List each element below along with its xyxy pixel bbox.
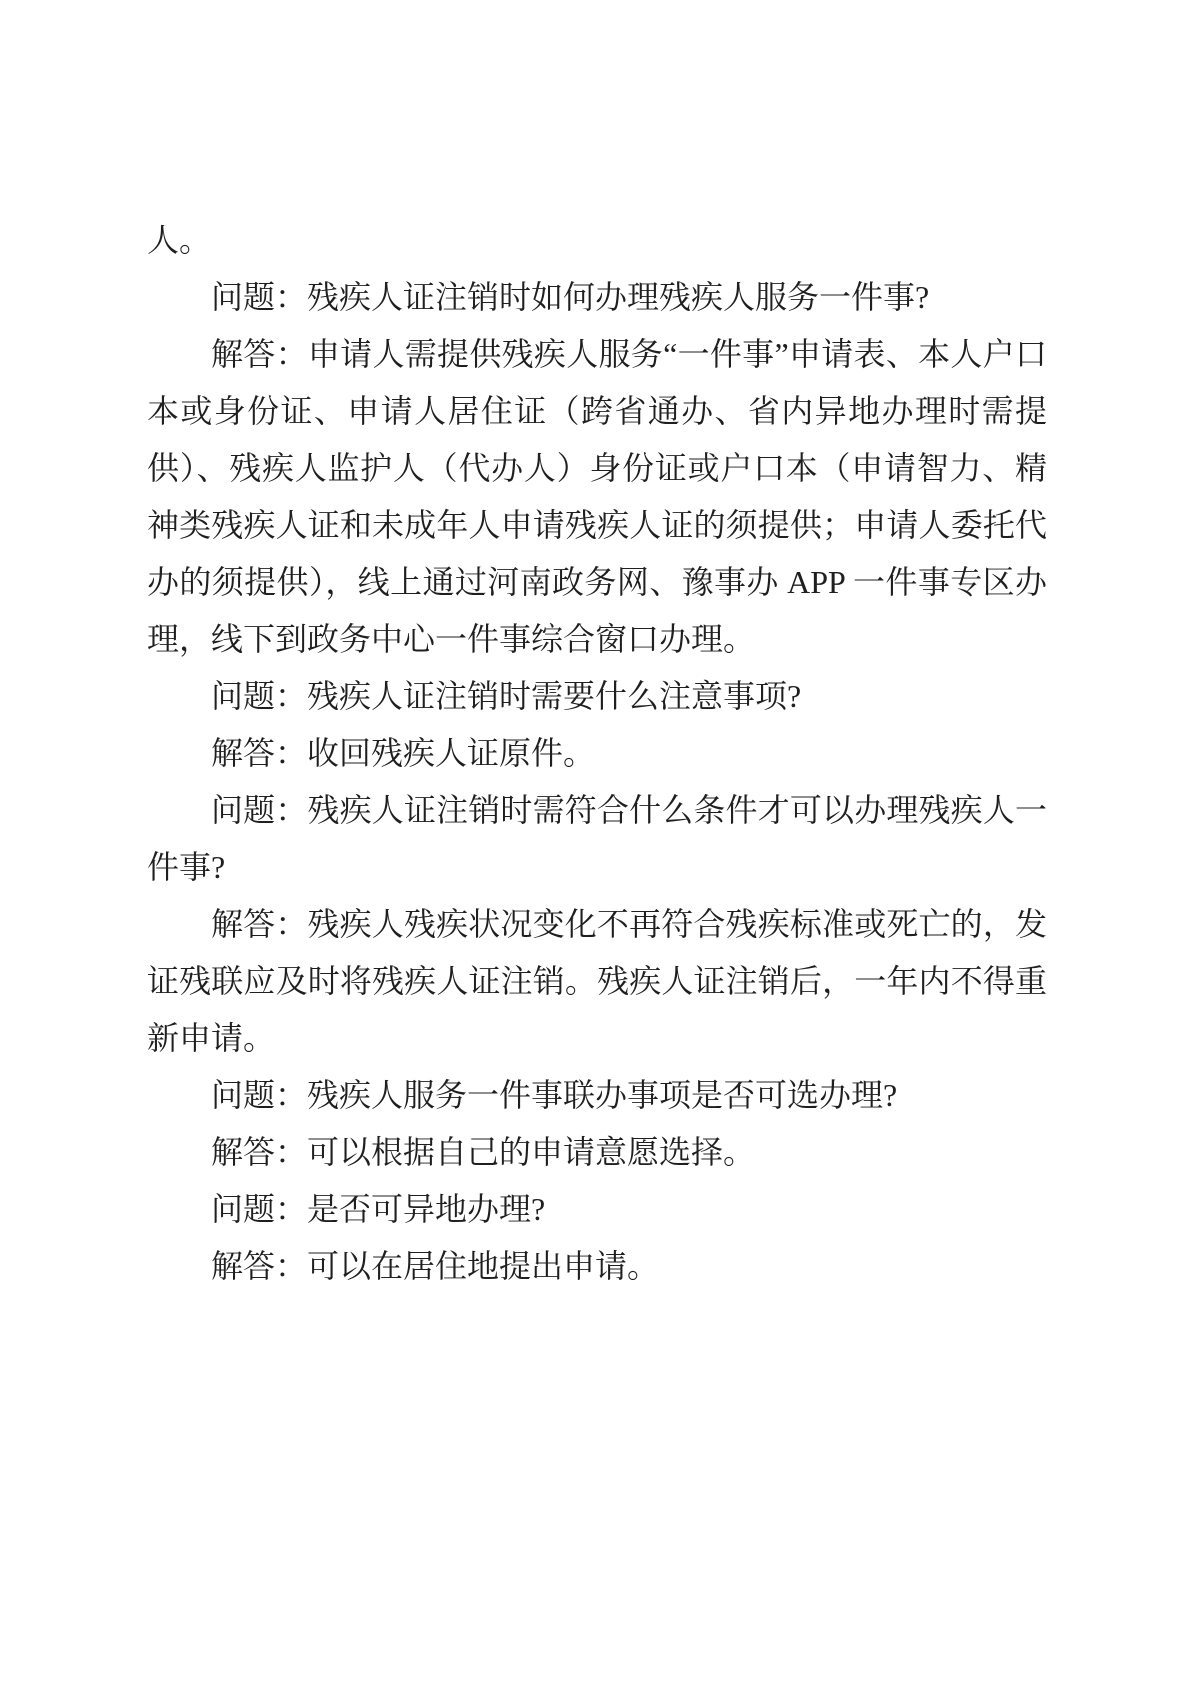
question-4: 问题：残疾人服务一件事联办事项是否可选办理? xyxy=(211,1077,898,1113)
question-2: 问题：残疾人证注销时需要什么注意事项? xyxy=(211,678,802,714)
continuation-text: 人。 xyxy=(147,222,212,258)
question-1: 问题：残疾人证注销时如何办理残疾人服务一件事? xyxy=(211,279,930,315)
answer-4: 解答：可以根据自己的申请意愿选择。 xyxy=(211,1134,756,1170)
answer-1: 解答：申请人需提供残疾人服务“一件事”申请表、本人户口本或身份证、申请人居住证（跨省通办、省内异地办理时需提供）、残疾人监护人（代办人）身份证或户口本（申请智力、精神类残疾人证和未成年人申请残疾人证的须提供；申请人委托代办的须提供），线上通过河南政务网、豫事办 APP 一件事专区办理，线下到政务中心一件事综合窗口办理。 xyxy=(147,336,1047,657)
question-3: 问题：残疾人证注销时需符合什么条件才可以办理残疾人一件事? xyxy=(147,792,1047,885)
answer-3: 解答：残疾人残疾状况变化不再符合残疾标准或死亡的，发证残联应及时将残疾人证注销。残疾人证注销后，一年内不得重新申请。 xyxy=(147,906,1047,1056)
text-block xyxy=(147,212,1047,1295)
answer-5: 解答：可以在居住地提出申请。 xyxy=(211,1248,660,1284)
answer-2: 解答：收回残疾人证原件。 xyxy=(211,735,596,771)
question-5: 问题：是否可异地办理? xyxy=(211,1191,546,1227)
